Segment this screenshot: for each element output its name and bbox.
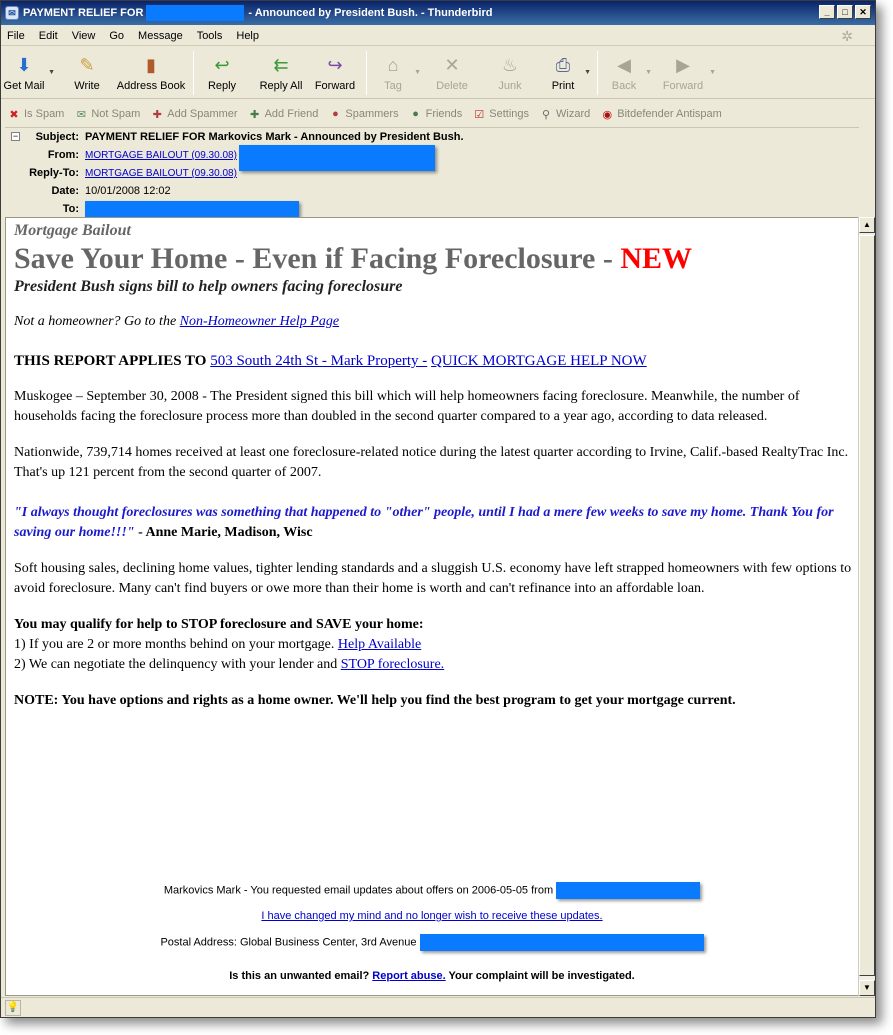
subject-label: Subject:: [35, 131, 79, 143]
not-spam-button[interactable]: [74, 107, 140, 121]
email-headline: [14, 242, 854, 276]
is-spam-label: Is Spam: [24, 108, 65, 120]
settings-label: Settings: [489, 108, 530, 120]
scrollbar-thumb[interactable]: [859, 235, 875, 976]
headline-new-badge: NEW: [620, 242, 693, 275]
footer-postal-text: Postal Address: Global Business Center, 3rd Avenue: [160, 936, 417, 949]
headline-text: Save Your Home - Even if Facing Foreclosure -: [14, 242, 613, 275]
email-subhead: President Bush signs bill to help owners facing foreclosure: [14, 278, 403, 295]
add-spammer-button[interactable]: [150, 107, 237, 121]
antispam-toolbar: [1, 102, 875, 126]
qualify-section: [14, 615, 854, 675]
back-label: Back: [611, 80, 637, 92]
email-content: [14, 222, 854, 711]
address-book-label: Address Book: [116, 80, 186, 92]
paragraph-statistics: Nationwide, 739,714 homes received at least one foreclosure-related notice during the latest quarter according to Irvine, Calif.-based RealtyTrac Inc. That's up 121 percent from the second quarter of 2007.: [14, 445, 849, 480]
status-bar: [1, 997, 875, 1017]
redaction-block: [239, 145, 435, 171]
add-spammer-icon: ✚: [152, 108, 162, 121]
printer-icon: ⎙: [555, 54, 571, 75]
tag-icon: ⌂: [387, 54, 399, 75]
stop-foreclosure-link[interactable]: STOP foreclosure.: [340, 657, 445, 672]
minimize-button[interactable]: _: [819, 5, 835, 19]
print-label: Print: [551, 80, 575, 92]
redaction-block: [420, 934, 704, 951]
settings-checklist-icon: ☑: [474, 108, 485, 121]
collapse-headers-toggle[interactable]: −: [12, 131, 19, 141]
reply-button[interactable]: [200, 47, 244, 97]
subject-row: [5, 128, 464, 146]
footer-requested-text: Markovics Mark - You requested email updates about offers on 2006-05-05 from: [163, 884, 554, 897]
report-applies-line: [14, 351, 854, 371]
chevron-down-icon[interactable]: ▼: [48, 69, 55, 76]
menu-go[interactable]: Go: [109, 29, 125, 42]
forward-nav-label: Forward: [662, 80, 704, 92]
forward-arrow-icon: ▶: [676, 54, 690, 75]
spammers-label: Spammers: [345, 108, 399, 120]
forward-icon: ↪: [327, 54, 343, 75]
reply-to-address-link[interactable]: MORTGAGE BAILOUT (09.30.08): [85, 168, 237, 179]
footer-unsubscribe-line: [6, 910, 858, 922]
junk-flame-icon: ♨: [501, 54, 519, 75]
write-button[interactable]: [59, 47, 115, 97]
qualify-item-2: 2) We can negotiate the delinquency with your lender and: [14, 657, 338, 672]
message-headers: [5, 127, 859, 217]
not-homeowner-text: Not a homeowner? Go to the: [14, 314, 177, 329]
address-book-icon: ▮: [146, 54, 156, 75]
redaction-block: [146, 5, 244, 21]
to-row: [5, 200, 299, 218]
not-spam-icon: ✉: [76, 108, 86, 121]
bitdefender-antispam-label: Bitdefender Antispam: [617, 108, 722, 120]
message-body[interactable]: [5, 217, 859, 996]
print-button[interactable]: [543, 47, 591, 97]
wizard-wand-icon: ⚲: [542, 108, 551, 121]
qualify-item-1: 1) If you are 2 or more months behind on your mortgage.: [14, 637, 335, 652]
settings-button[interactable]: [472, 107, 529, 121]
menu-help[interactable]: Help: [236, 29, 259, 42]
footer-abuse-line: [6, 970, 858, 982]
spammers-button[interactable]: [328, 107, 398, 121]
is-spam-button[interactable]: [7, 107, 64, 121]
reply-label: Reply: [207, 80, 237, 92]
menu-message[interactable]: Message: [138, 29, 183, 42]
title-bar[interactable]: [1, 1, 875, 25]
note-paragraph: NOTE: You have options and rights as a home owner. We'll help you find the best program to get your mortgage current.: [14, 693, 736, 708]
scroll-down-arrow-icon[interactable]: ▼: [859, 980, 875, 996]
date-value: 10/01/2008 12:02: [85, 185, 171, 197]
chevron-down-icon[interactable]: ▼: [709, 69, 716, 76]
not-spam-label: Not Spam: [91, 108, 141, 120]
junk-label: Junk: [498, 80, 522, 92]
redaction-block: [85, 201, 299, 217]
tag-button[interactable]: [373, 47, 421, 97]
abuse-prefix: Is this an unwanted email?: [229, 970, 370, 982]
window-title-suffix: - Announced by President Bush. - Thunderbird: [248, 7, 493, 19]
quick-mortgage-help-link[interactable]: QUICK MORTGAGE HELP NOW: [431, 353, 647, 369]
get-mail-icon: ⬇: [16, 54, 32, 75]
window-controls: [819, 5, 871, 19]
get-mail-label: Get Mail: [3, 80, 45, 92]
lightbulb-icon[interactable]: 💡: [5, 1000, 21, 1016]
add-friend-label: Add Friend: [264, 108, 319, 120]
forward-nav-button[interactable]: [658, 47, 716, 97]
scroll-up-arrow-icon[interactable]: ▲: [859, 217, 875, 233]
maximize-button[interactable]: □: [837, 5, 853, 19]
menu-file[interactable]: File: [7, 29, 25, 42]
menu-view[interactable]: View: [71, 29, 96, 42]
abuse-suffix: Your complaint will be investigated.: [448, 970, 635, 982]
chevron-down-icon[interactable]: ▼: [645, 69, 652, 76]
back-arrow-icon: ◀: [617, 54, 631, 75]
friends-label: Friends: [425, 108, 463, 120]
testimonial-attribution: - Anne Marie, Madison, Wisc: [134, 525, 313, 540]
back-button[interactable]: [604, 47, 652, 97]
property-link[interactable]: 503 South 24th St - Mark Property -: [210, 353, 428, 369]
delete-button[interactable]: [427, 47, 477, 97]
reply-all-label: Reply All: [259, 80, 303, 92]
wizard-label: Wizard: [556, 108, 591, 120]
toolbar-separator: [366, 51, 367, 95]
footer-requested-line: [6, 882, 858, 899]
email-kicker: Mortgage Bailout: [14, 222, 131, 239]
redaction-block: [556, 882, 700, 899]
chevron-down-icon[interactable]: ▼: [414, 69, 421, 76]
friends-button[interactable]: [409, 107, 463, 121]
toolbar-separator: [597, 51, 598, 95]
forward-button[interactable]: [310, 47, 360, 97]
pencil-icon: ✎: [79, 54, 95, 75]
not-homeowner-line: [14, 312, 854, 332]
to-label: To:: [62, 203, 79, 215]
add-friend-icon: ✚: [249, 108, 260, 121]
add-spammer-label: Add Spammer: [167, 108, 238, 120]
from-row: [5, 146, 435, 164]
date-row: [5, 182, 171, 200]
thunderbird-app-icon: ✉: [5, 6, 19, 20]
reply-icon: ↩: [214, 54, 230, 75]
unsubscribe-link[interactable]: I have changed my mind and no longer wish to receive these updates.: [261, 910, 603, 922]
testimonial-quote: "I always thought foreclosures was something that happened to "other" people, until I had a mere few weeks to save my home. Thank You for saving our home!!!": [14, 505, 834, 540]
bitdefender-antispam-button[interactable]: [600, 107, 722, 121]
friends-icon: ●: [412, 108, 419, 120]
menu-edit[interactable]: Edit: [38, 29, 58, 42]
non-homeowner-help-link[interactable]: Non-Homeowner Help Page: [179, 314, 340, 329]
window-title-prefix: PAYMENT RELIEF FOR: [23, 7, 144, 19]
is-spam-icon: ✖: [9, 108, 19, 121]
junk-button[interactable]: [485, 47, 535, 97]
spammers-icon: ●: [332, 108, 339, 120]
menu-bar: [1, 26, 875, 46]
write-label: Write: [74, 80, 100, 92]
close-button[interactable]: ✕: [855, 5, 871, 19]
report-prefix: THIS REPORT APPLIES TO: [14, 353, 207, 369]
report-abuse-link[interactable]: Report abuse.: [372, 970, 446, 982]
wizard-button[interactable]: [539, 107, 590, 121]
address-book-button[interactable]: [115, 47, 187, 97]
tag-label: Tag: [384, 80, 402, 92]
add-friend-button[interactable]: [248, 107, 319, 121]
paragraph-market: Soft housing sales, declining home values, tighter lending standards and a sluggish U.S. economy have left strapped homeowners with few options to avoid foreclosure. Many can't find buyers or owe more than their home is worth and can't refinance into an affordable loan.: [14, 561, 852, 596]
toolbar-separator: [193, 51, 194, 95]
get-mail-button[interactable]: [1, 47, 55, 97]
reply-to-label: Reply-To:: [29, 167, 79, 179]
delete-label: Delete: [436, 80, 468, 92]
from-address-link[interactable]: MORTGAGE BAILOUT (09.30.08): [85, 150, 237, 161]
subject-value: PAYMENT RELIEF FOR Markovics Mark - Announced by President Bush.: [85, 131, 464, 143]
vertical-scrollbar[interactable]: [858, 217, 875, 996]
qualify-heading: You may qualify for help to STOP foreclosure and SAVE your home:: [14, 617, 424, 632]
footer-postal-line: [6, 934, 858, 951]
reply-all-button[interactable]: [252, 47, 310, 97]
paragraph-announcement: Muskogee – September 30, 2008 - The President signed this bill which will help homeowners facing foreclosure. Meanwhile, the number of households facing the foreclosure process more than doubled in the second quarter compared to a year ago, according to data released.: [14, 389, 800, 424]
forward-label: Forward: [314, 80, 356, 92]
window-title: [23, 5, 492, 21]
reply-to-row: [5, 164, 237, 182]
activity-throbber-icon: ✲: [841, 28, 853, 44]
from-label: From:: [47, 149, 79, 161]
delete-icon: ✕: [444, 54, 460, 75]
date-label: Date:: [51, 185, 79, 197]
reply-all-icon: ⇇: [273, 54, 289, 75]
help-available-link[interactable]: Help Available: [337, 637, 422, 652]
mail-toolbar: [1, 47, 875, 99]
bitdefender-logo-icon: ◉: [602, 108, 613, 121]
testimonial: [14, 503, 854, 543]
menu-tools[interactable]: Tools: [196, 29, 223, 42]
chevron-down-icon[interactable]: ▼: [584, 69, 591, 76]
